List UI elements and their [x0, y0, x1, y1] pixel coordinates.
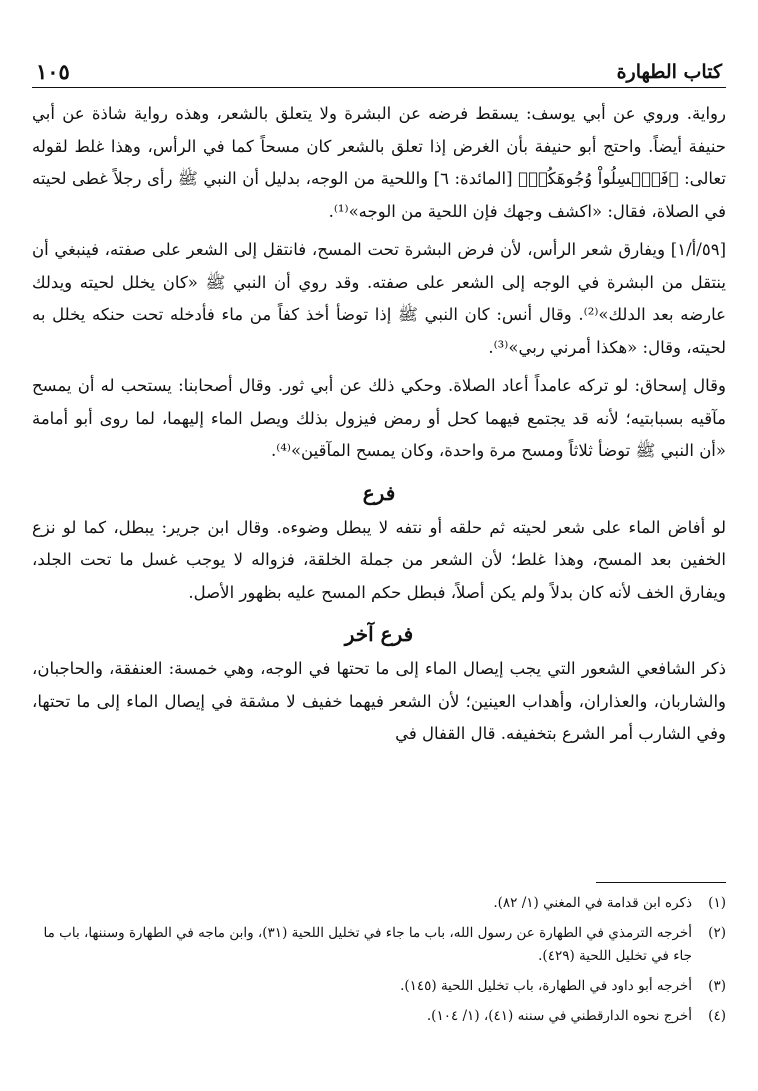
footnote-item: [32, 892, 726, 915]
footnote-number: (١): [708, 895, 726, 911]
footnote-item: [32, 975, 726, 998]
page-number: ١٠٥: [36, 59, 70, 84]
section-heading: فرع: [362, 480, 396, 505]
chapter-title: كتاب الطهارة: [616, 61, 722, 83]
paragraph: لو أفاض الماء على شعر لحيته ثم حلقه أو نتفه لا يبطل وضوءه. وقال ابن جرير: يبطل، كما لو نزع الخفين بعد المسح، وهذا غلط؛ لأن الشعر من جملة الخلقة، فزواله لا يوجب غسل ما تحت الجلد، ويفارق الخف لأنه كان بدلاً ولم يكن أصلاً، فبطل حكم المسح عليه بظهور الأصل.: [32, 517, 726, 602]
running-header: [32, 55, 726, 88]
footnote-text: أخرجه الترمذي في الطهارة عن رسول الله، باب ما جاء في تخليل اللحية (٣١)، وابن ماجه في الطهارة وسننها، باب ما جاء في تخليل اللحية (٤٢٩).: [43, 925, 692, 964]
footnotes: [32, 892, 726, 1035]
paragraph: [٥٩/أ/١] ويفارق شعر الرأس، لأن فرض البشرة تحت المسح، فانتقل إلى الشعر على صفته، فينبغي أن ينتقل من البشرة في الوجه إلى الشعر على صفته. وقد روي أن النبي ﷺ «كان يخلل لحيته ويدلك عارضه بعد الدلك»⁽²⁾. وقال أنس: كان النبي ﷺ إذا توضأ أخذ كفاً من ماء فأدخله تحت حنكه يخلل به لحيته، وقال: «هكذا أمرني ربي»⁽³⁾.: [32, 240, 726, 357]
paragraph: ذكر الشافعي الشعور التي يجب إيصال الماء إلى ما تحتها في الوجه، وهي خمسة: العنفقة، والحاجبان، والشاربان، والعذاران، وأهداب العينين؛ لأن الشعر فيهما خفيف لا مشقة في إيصال الماء إلى ما تحتها، وفي الشارب أمر الشرع بتخفيفه. قال القفال في: [32, 659, 726, 743]
footnote-divider: [596, 882, 726, 883]
footnote-number: (٢): [708, 925, 726, 941]
footnote-item: [32, 922, 726, 968]
footnote-text: ذكره ابن قدامة في المغني (١/ ٨٢).: [493, 895, 692, 911]
section-heading: فرع آخر: [344, 622, 414, 646]
footnote-text: أخرجه أبو داود في الطهارة، باب تخليل اللحية (١٤٥).: [400, 978, 692, 994]
footnote-number: (٣): [708, 978, 726, 994]
footnote-text: أخرج نحوه الدارقطني في سننه (٤١)، (١/ ١٠٤).: [426, 1008, 692, 1024]
footnote-item: [32, 1005, 726, 1028]
footnote-number: (٤): [708, 1008, 726, 1024]
main-text: [32, 98, 726, 751]
paragraph: رواية. وروي عن أبي يوسف: يسقط فرضه عن البشرة ولا يتعلق بالشعر، وهذه رواية شاذة عن أبي حنيفة أيضاً. واحتج أبو حنيفة بأن الغرض إذا تعلق بالشعر كان مسحاً كما في الرأس، وهذا غلط لقوله تعالى: ﴿فَٱغۡسِلُواْ وُجُوهَكُمۡ﴾ [المائدة: ٦] واللحية من الوجه، بدليل أن النبي ﷺ رأى رجلاً غطى لحيته في الصلاة، فقال: «اكشف وجهك فإن اللحية من الوجه»⁽¹⁾.: [32, 104, 726, 221]
paragraph: وقال إسحاق: لو تركه عامداً أعاد الصلاة. وحكي ذلك عن أبي ثور. وقال أصحابنا: يستحب له أن يمسح مآقيه بسبابتيه؛ لأنه قد يجتمع فيهما كحل أو رمض فيزول بذلك ويصل الماء إليهما، لما روى أبو أمامة «أن النبي ﷺ توضأ ثلاثاً ومسح مرة واحدة، وكان يمسح المآقين»⁽⁴⁾.: [32, 376, 726, 460]
